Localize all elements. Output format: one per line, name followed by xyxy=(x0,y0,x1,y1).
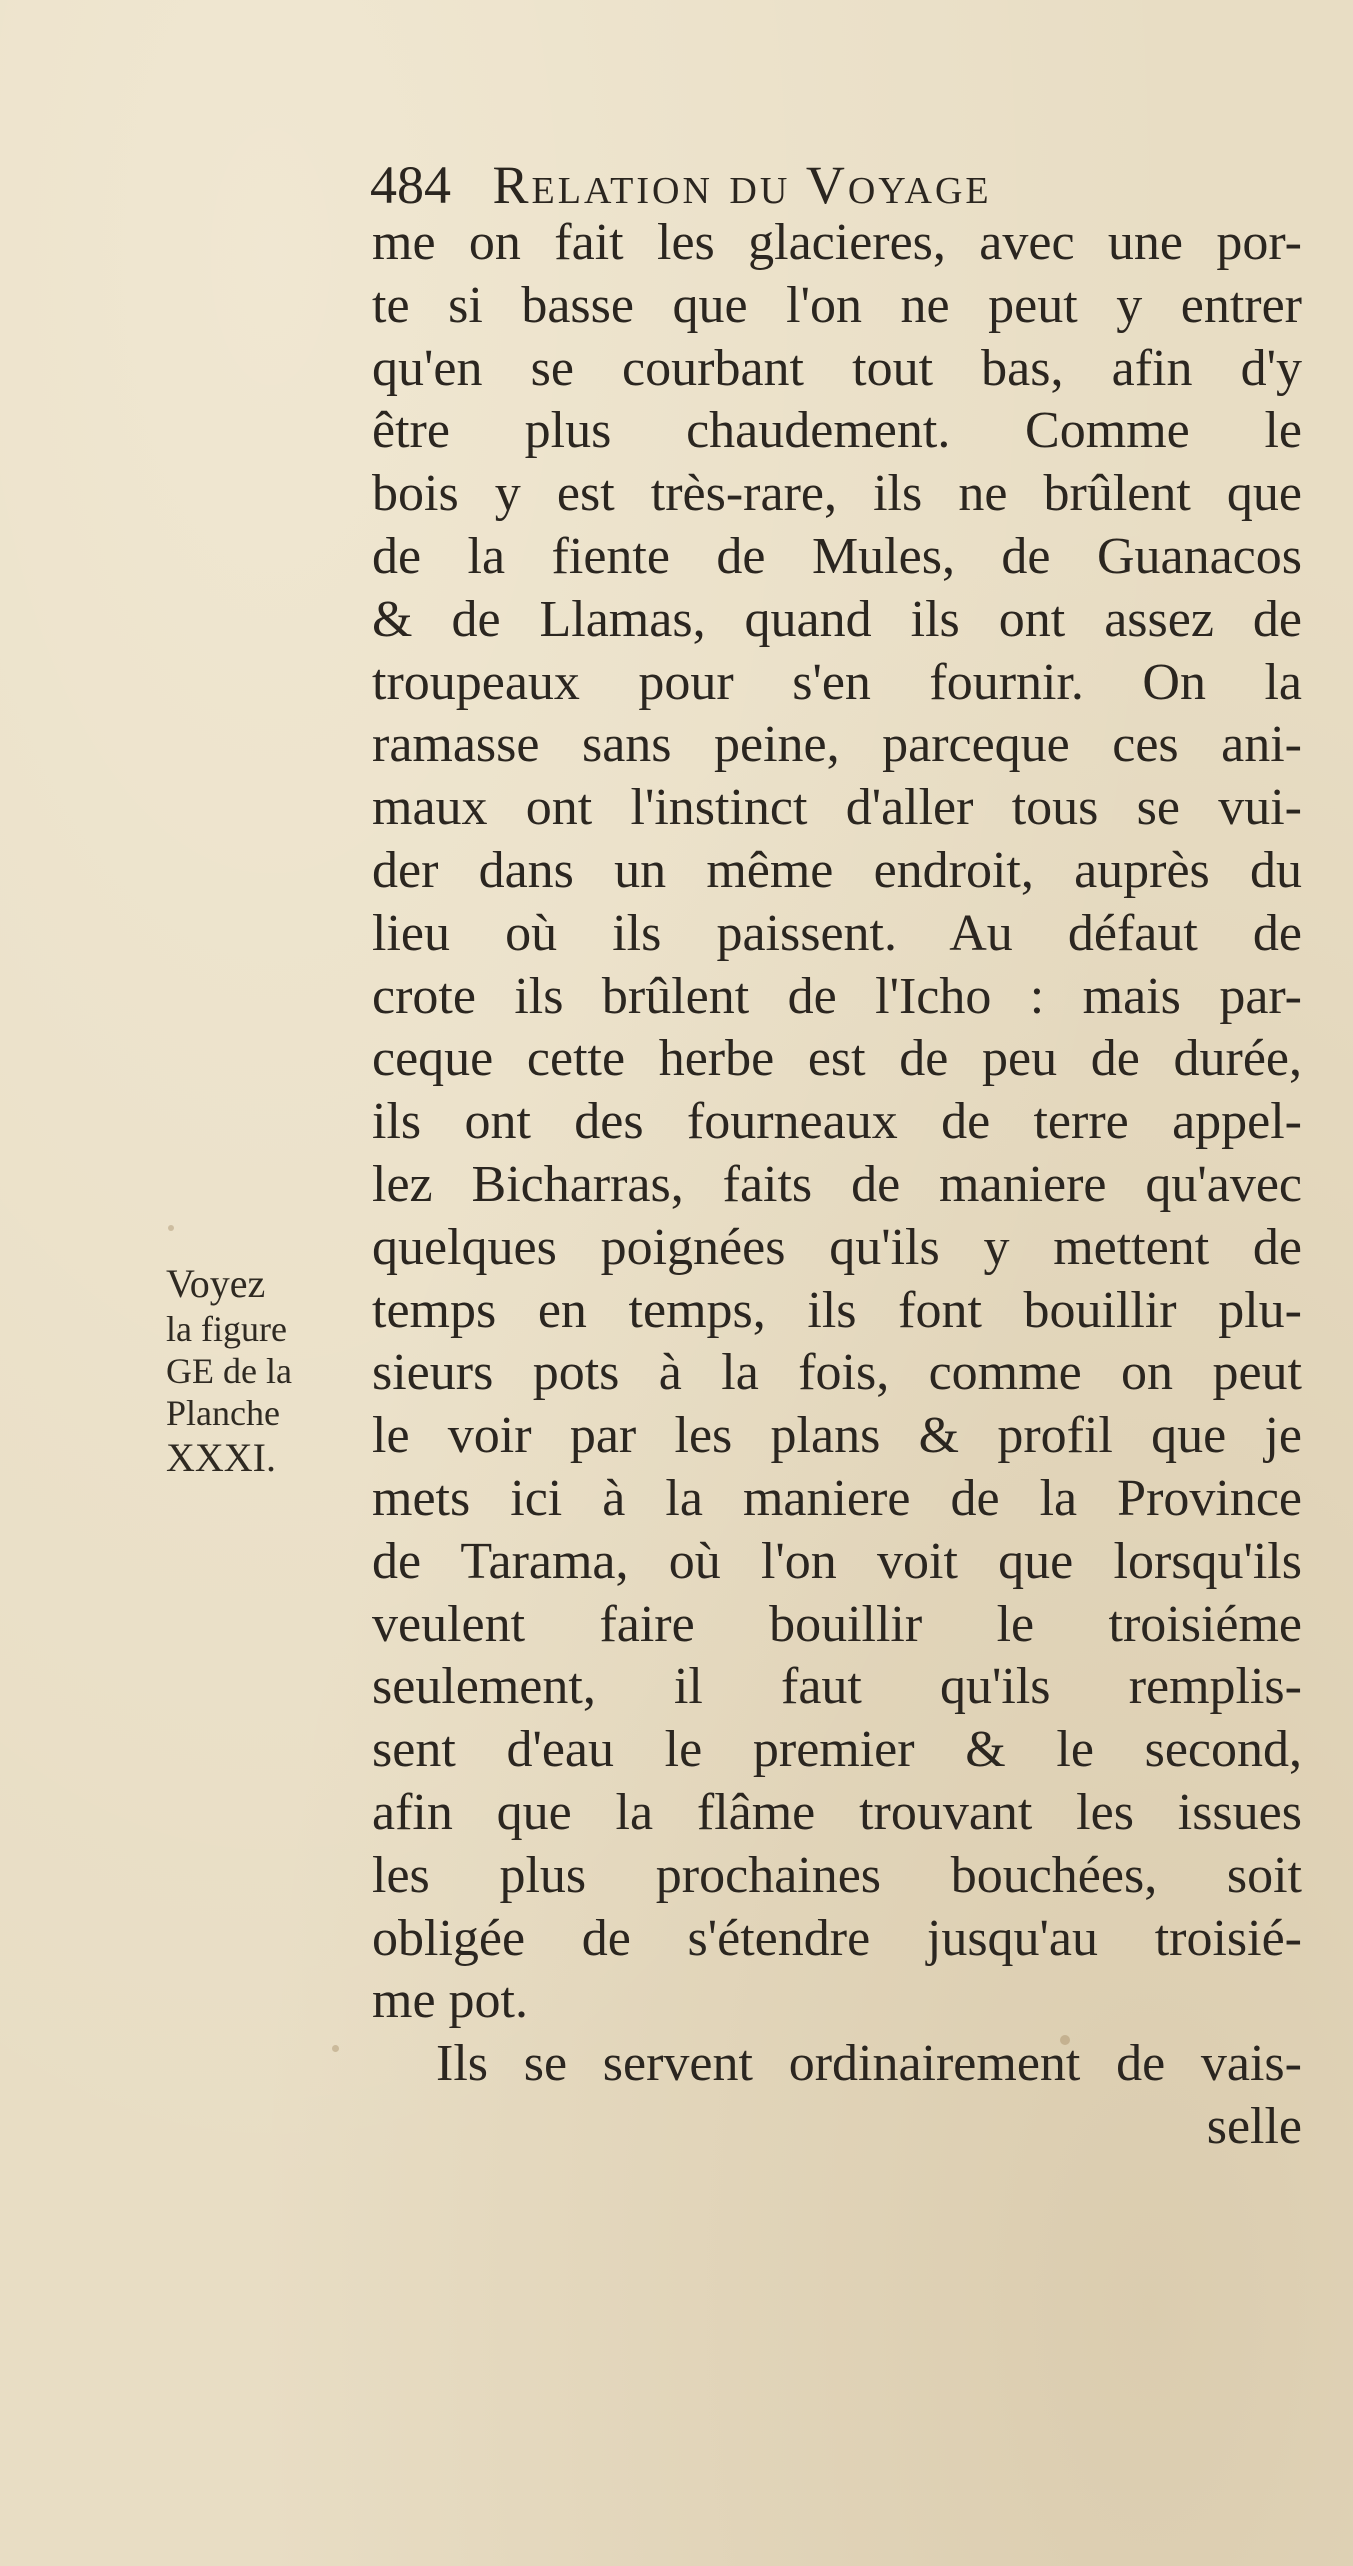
text-line: le voir par les plans & profil que je xyxy=(372,1407,1302,1465)
text-line: sent d'eau le premier & le second, xyxy=(372,1721,1302,1779)
text-line: troupeaux pour s'en fournir. On la xyxy=(372,653,1302,711)
page-number: 484 xyxy=(370,155,451,215)
text-line: lieu où ils paissent. Au défaut de xyxy=(372,904,1302,962)
margin-note-line: Voyez xyxy=(166,1261,266,1306)
margin-note-line: XXXI. xyxy=(166,1435,276,1480)
text-line: me pot. xyxy=(372,1972,528,2030)
text-line: lez Bicharras, faits de maniere qu'avec xyxy=(372,1155,1302,1213)
foxing-spot xyxy=(332,2045,339,2052)
text-line: me on fait les glacieres, avec une por- xyxy=(372,214,1302,271)
text-line: de la fiente de Mules, de Guanacos xyxy=(372,527,1302,585)
text-line: ramasse sans peine, parceque ces ani- xyxy=(372,716,1302,774)
margin-note xyxy=(166,1260,366,1482)
catchword: selle xyxy=(1206,2097,1302,2155)
text-line: seulement, il faut qu'ils remplis- xyxy=(372,1658,1302,1716)
margin-note-line: Planche xyxy=(166,1393,280,1433)
text-line: obligée de s'étendre jusqu'au troisié- xyxy=(372,1909,1302,1967)
foxing-spot xyxy=(168,1225,174,1231)
text-line: ceque cette herbe est de peu de durée, xyxy=(372,1030,1302,1088)
text-line: mets ici à la maniere de la Province xyxy=(372,1469,1302,1527)
text-line: ils ont des fourneaux de terre appel- xyxy=(372,1093,1302,1151)
text-line: quelques poignées qu'ils y mettent de xyxy=(372,1218,1302,1276)
text-line: bois y est très-rare, ils ne brûlent que xyxy=(372,465,1302,523)
text-line: de Tarama, où l'on voit que lorsqu'ils xyxy=(372,1532,1302,1590)
margin-note-line: GE de la xyxy=(166,1351,292,1391)
running-title: Relation du Voyage xyxy=(492,155,992,215)
text-line: qu'en se courbant tout bas, afin d'y xyxy=(372,339,1302,397)
text-line: sieurs pots à la fois, comme on peut xyxy=(372,1344,1302,1402)
text-line: crote ils brûlent de l'Icho : mais par- xyxy=(372,967,1302,1025)
text-line: & de Llamas, quand ils ont assez de xyxy=(372,590,1302,648)
text-line: te si basse que l'on ne peut y entrer xyxy=(372,276,1302,334)
text-line: veulent faire bouillir le troisiéme xyxy=(372,1595,1302,1653)
text-line: afin que la flâme trouvant les issues xyxy=(372,1783,1302,1841)
text-line: les plus prochaines bouchées, soit xyxy=(372,1846,1302,1904)
text-line: der dans un même endroit, auprès du xyxy=(372,841,1302,899)
text-line: maux ont l'instinct d'aller tous se vui- xyxy=(372,779,1302,837)
page-header xyxy=(370,150,1270,220)
body-text xyxy=(372,212,1302,2159)
margin-note-line: la figure xyxy=(166,1309,287,1349)
text-line: être plus chaudement. Comme le xyxy=(372,402,1302,460)
text-line: Ils se servent ordinairement de vais- xyxy=(436,2035,1302,2093)
text-line: temps en temps, ils font bouillir plu- xyxy=(372,1281,1302,1339)
